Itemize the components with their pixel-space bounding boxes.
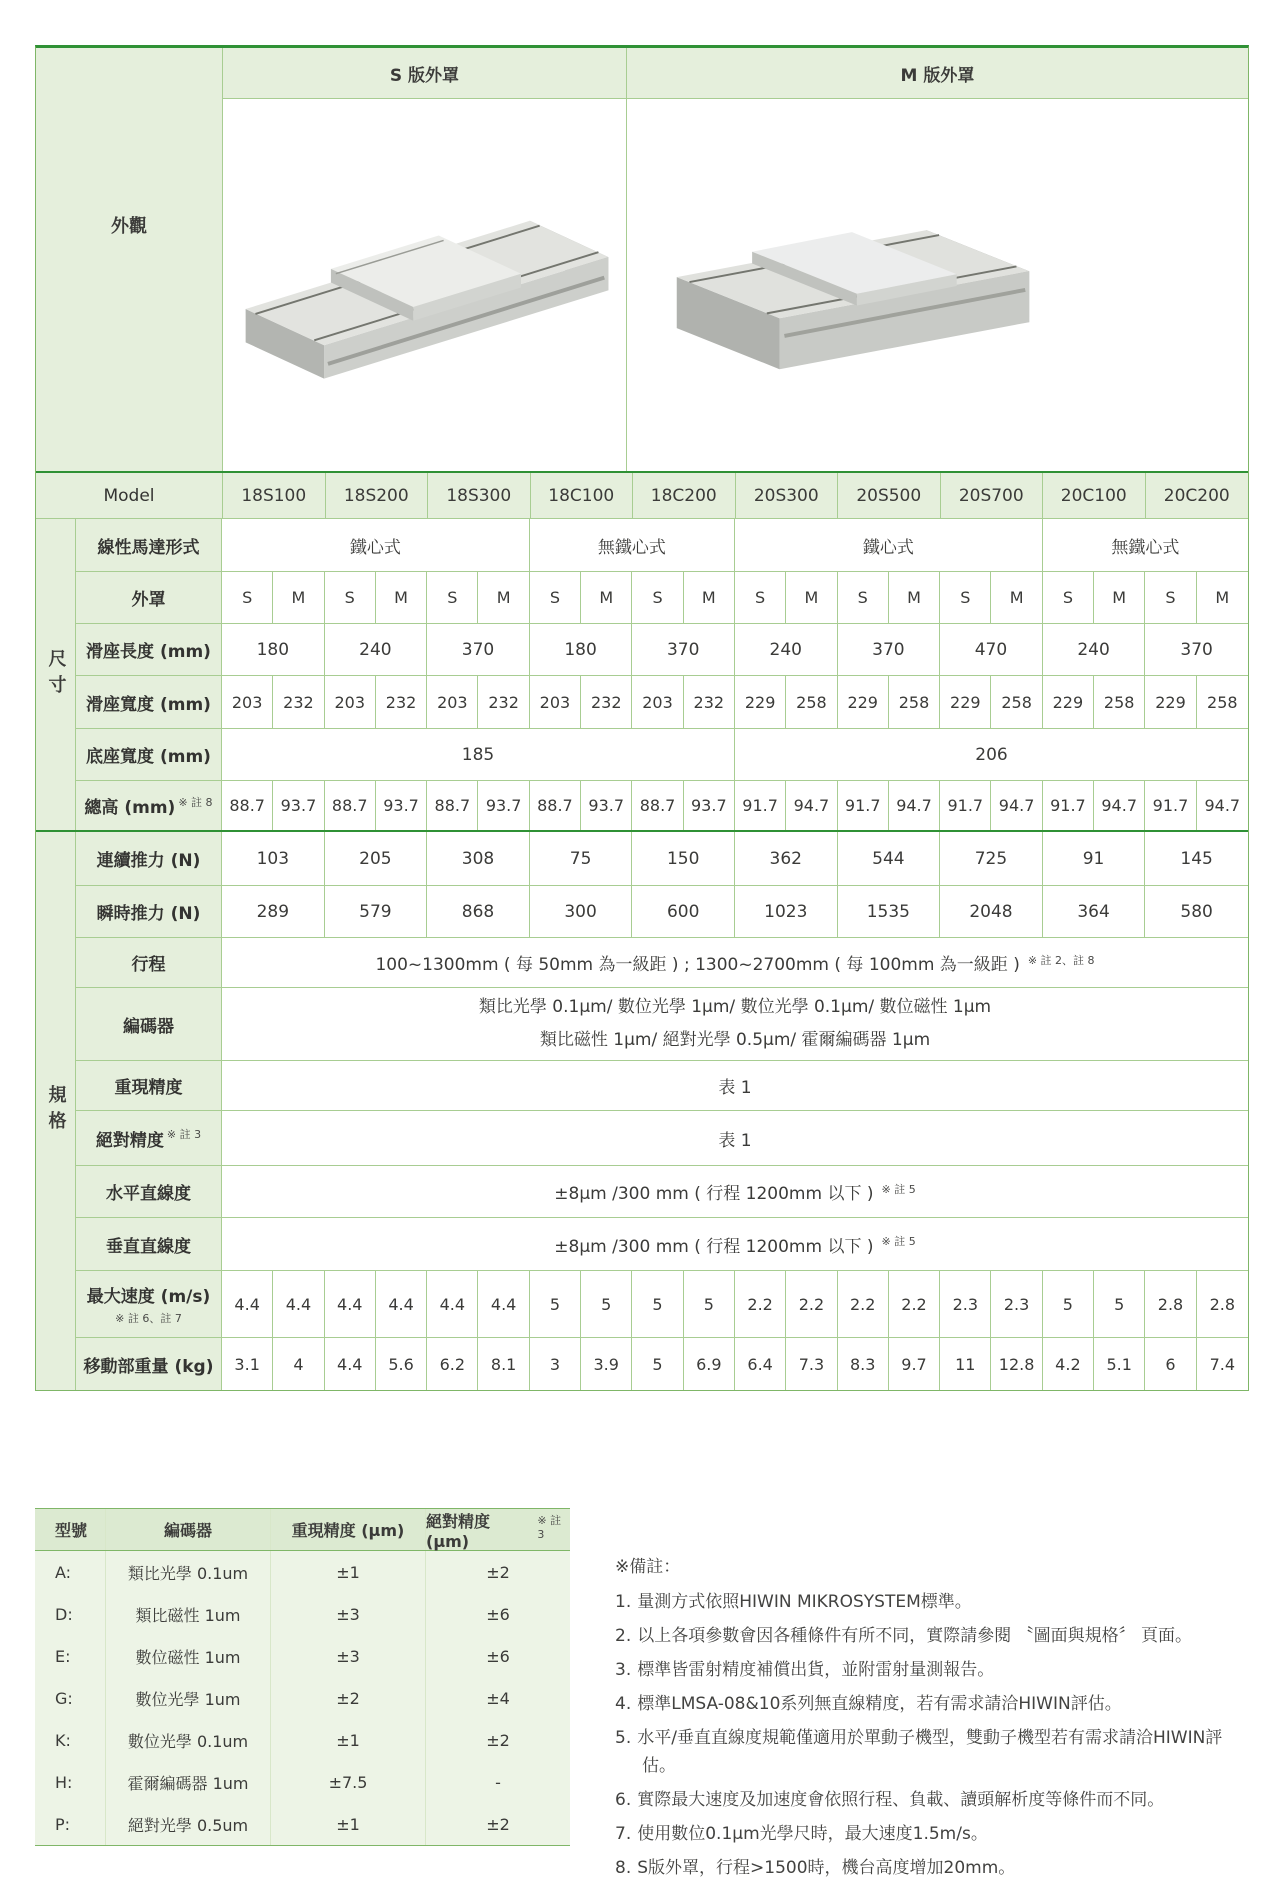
stroke-label: 行程 (76, 938, 222, 987)
slide-width-cell: 258 (1207, 692, 1238, 712)
moving-weight-cell: 3.1 (222, 1338, 273, 1390)
slide-width-cell: 203 (325, 676, 376, 728)
notes-title: ※備註： (615, 1557, 681, 1577)
encoder-code: D: (55, 1604, 73, 1624)
moving-weight-cell: 7.3 (786, 1338, 837, 1390)
encoder-absolute-value: ±2 (425, 1719, 570, 1761)
peak-force-cell: 300 (530, 886, 633, 937)
base-width-values (222, 729, 1248, 780)
absolute-accuracy-label: 絕對精度 ※ 註 3 (76, 1111, 222, 1165)
motor-type-cell: 鐵心式 (735, 519, 1043, 571)
row-continuous-force (76, 832, 1248, 885)
max-speed-label: 最大速度 (m/s) ※ 註 6、註 7 (76, 1271, 222, 1337)
encoder-absolute-value: - (425, 1761, 570, 1803)
total-height-cell: 94.7 (1094, 781, 1145, 830)
max-speed-cell: 5 (1043, 1271, 1094, 1337)
model-cell: 20S500 (838, 473, 941, 518)
slide-length-cell: 370 (632, 624, 735, 675)
max-speed-cell: 5 (684, 1271, 735, 1337)
base-width-label: 底座寬度 (mm) (76, 729, 222, 780)
encoder-table-row (35, 1677, 570, 1719)
cover-cell: S (325, 572, 376, 623)
peak-force-cell: 289 (222, 886, 325, 937)
s-cover-image-cell (223, 99, 627, 471)
specifications-section-label: 規格 (36, 832, 76, 1390)
continuous-force-cell: 308 (427, 832, 530, 885)
encoder-type: 類比磁性 1um (105, 1593, 270, 1635)
slide-width-cell: 229 (838, 676, 889, 728)
moving-weight-cell: 5.1 (1094, 1338, 1145, 1390)
max-speed-cell: 5 (530, 1271, 581, 1337)
total-height-cell: 91.7 (1145, 781, 1196, 830)
slide-length-cell: 470 (940, 624, 1043, 675)
max-speed-cell: 5 (632, 1271, 683, 1337)
moving-weight-cell: 6.4 (735, 1338, 786, 1390)
max-speed-cell: 2.8 (1209, 1294, 1236, 1314)
total-height-cell: 93.7 (376, 781, 427, 830)
continuous-force-cell: 362 (735, 832, 838, 885)
model-cell: 20S300 (736, 473, 839, 518)
note-item: 7. 使用數位0.1μm光學尺時，最大速度1.5m/s。 (615, 1824, 988, 1844)
encoder-code: H: (55, 1772, 73, 1792)
peak-force-cell: 1023 (735, 886, 838, 937)
moving-weight-cell: 6 (1145, 1338, 1196, 1390)
encoder-type: 霍爾編碼器 1um (105, 1761, 270, 1803)
row-moving-weight (76, 1337, 1248, 1390)
cover-cell: S (222, 572, 273, 623)
dimensions-section-label: 尺寸 (36, 519, 76, 830)
encoder-absolute-value: ±2 (425, 1803, 570, 1845)
total-height-cell: 94.7 (991, 781, 1042, 830)
max-speed-cell: 2.2 (889, 1271, 940, 1337)
cover-cell: M (273, 572, 324, 623)
row-cover (76, 571, 1248, 623)
moving-weight-cell: 5 (632, 1338, 683, 1390)
cover-cell: S (1043, 572, 1094, 623)
row-absolute-accuracy (76, 1110, 1248, 1165)
note-item: 2. 以上各項參數會因各種條件有所不同，實際請參閱 〝圖面與規格〞 頁面。 (615, 1626, 1193, 1646)
slide-length-cell: 240 (735, 624, 838, 675)
encoder-table-row (35, 1761, 570, 1803)
encoder-label: 編碼器 (76, 988, 222, 1060)
cover-cell: M (684, 572, 735, 623)
m-cover-product-image (665, 189, 1037, 381)
peak-force-cell: 580 (1180, 901, 1213, 922)
moving-weight-cell: 8.1 (478, 1338, 529, 1390)
continuous-force-cell: 103 (222, 832, 325, 885)
moving-weight-cell: 6.9 (684, 1338, 735, 1390)
cover-cell: M (376, 572, 427, 623)
continuous-force-cell: 205 (325, 832, 428, 885)
m-cover-image-cell (627, 99, 1248, 471)
moving-weight-cell: 7.4 (1209, 1354, 1236, 1374)
model-cell: 18S300 (428, 473, 531, 518)
encoder-table-row (35, 1719, 570, 1761)
cover-cell: M (1094, 572, 1145, 623)
row-repeatability (76, 1060, 1248, 1110)
slide-width-cell: 232 (478, 676, 529, 728)
row-motor-type (76, 519, 1248, 571)
cover-cell: S (632, 572, 683, 623)
model-cell: 18S200 (326, 473, 429, 518)
absolute-accuracy-note: ※ 註 3 (166, 1128, 202, 1141)
slide-width-label: 滑座寬度 (mm) (76, 676, 222, 728)
max-speed-cell: 5 (1094, 1271, 1145, 1337)
motor-type-label: 線性馬達形式 (76, 519, 222, 571)
row-max-speed (76, 1270, 1248, 1337)
encoder-code: E: (55, 1646, 71, 1666)
encoder-table-header-encoder: 編碼器 (105, 1509, 270, 1550)
max-speed-note: ※ 註 6、註 7 (115, 1312, 182, 1325)
encoder-repeatability-value: ±1 (270, 1551, 425, 1593)
slide-length-cell: 180 (222, 624, 325, 675)
peak-force-cell: 868 (427, 886, 530, 937)
total-height-cell: 88.7 (530, 781, 581, 830)
slide-width-cell: 258 (889, 676, 940, 728)
encoder-repeatability-value: ±3 (270, 1635, 425, 1677)
continuous-force-cell: 150 (632, 832, 735, 885)
encoder-type: 數位光學 1um (105, 1677, 270, 1719)
model-cell: 18C100 (531, 473, 634, 518)
slide-length-cell: 240 (1043, 624, 1146, 675)
model-row-label: Model (36, 473, 223, 518)
encoder-code: G: (55, 1688, 73, 1708)
total-height-cell: 88.7 (632, 781, 683, 830)
encoder-code: A: (55, 1562, 72, 1582)
encoder-table-header-model: 型號 (55, 1521, 88, 1540)
notes-list (615, 1588, 1240, 1882)
moving-weight-cell: 9.7 (889, 1338, 940, 1390)
encoder-table-header (35, 1509, 570, 1551)
encoder-absolute-value: ±2 (425, 1551, 570, 1593)
note-item: 4. 標準LMSA-08&10系列無直線精度，若有需求請洽HIWIN評估。 (615, 1694, 1122, 1714)
row-base-width (76, 728, 1248, 780)
total-height-cell: 91.7 (735, 781, 786, 830)
encoder-repeatability-value: ±7.5 (270, 1761, 425, 1803)
slide-width-cell: 232 (581, 676, 632, 728)
note-item: 6. 實際最大速度及加速度會依照行程、負載、讀頭解析度等條件而不同。 (615, 1790, 1165, 1810)
encoder-accuracy-table (35, 1508, 570, 1846)
total-height-note: ※ 註 8 (178, 795, 213, 809)
peak-force-cell: 1535 (838, 886, 941, 937)
cover-cell: M (478, 572, 529, 623)
encoder-table-row (35, 1635, 570, 1677)
total-height-cell: 93.7 (478, 781, 529, 830)
slide-length-cell: 240 (325, 624, 428, 675)
encoder-repeatability-value: ±1 (270, 1719, 425, 1761)
horizontal-straightness-label: 水平直線度 (76, 1166, 222, 1217)
note-item: 5. 水平/垂直直線度規範僅適用於單動子機型，雙動子機型若有需求請洽HIWIN評估。 (615, 1728, 1223, 1776)
motor-type-cell: 無鐵心式 (1111, 537, 1180, 558)
max-speed-cell: 4.4 (325, 1271, 376, 1337)
moving-weight-cell: 4.4 (325, 1338, 376, 1390)
total-height-cell: 88.7 (222, 781, 273, 830)
encoder-repeatability-value: ±3 (270, 1593, 425, 1635)
encoder-table-row (35, 1551, 570, 1593)
slide-width-cell: 229 (1043, 676, 1094, 728)
cover-cell: M (786, 572, 837, 623)
model-cell: 18S100 (223, 473, 326, 518)
product-image-row (223, 98, 1248, 471)
slide-width-cell: 203 (427, 676, 478, 728)
cover-cell: S (735, 572, 786, 623)
row-total-height (76, 780, 1248, 830)
max-speed-cell: 2.2 (735, 1271, 786, 1337)
cover-label: 外罩 (76, 572, 222, 623)
row-stroke (76, 937, 1248, 987)
moving-weight-cell: 4 (273, 1338, 324, 1390)
slide-length-cell: 180 (530, 624, 633, 675)
encoder-type: 數位光學 0.1um (105, 1719, 270, 1761)
slide-length-cell: 370 (1180, 639, 1213, 660)
moving-weight-label: 移動部重量 (kg) (76, 1338, 222, 1390)
motor-type-cell: 無鐵心式 (530, 519, 735, 571)
row-horizontal-straightness (76, 1165, 1248, 1217)
encoder-table-row (35, 1593, 570, 1635)
max-speed-cell: 4.4 (273, 1271, 324, 1337)
total-height-cell: 93.7 (581, 781, 632, 830)
m-cover-header: M 版外罩 (900, 65, 975, 86)
base-width-cell: 206 (975, 744, 1008, 765)
note-item: 1. 量測方式依照HIWIN MIKROSYSTEM標準。 (615, 1592, 972, 1612)
slide-width-cell: 229 (1145, 676, 1196, 728)
slide-width-cell: 258 (786, 676, 837, 728)
model-cell: 20C100 (1043, 473, 1146, 518)
max-speed-cell: 2.3 (991, 1271, 1042, 1337)
total-height-cell: 93.7 (684, 781, 735, 830)
encoder-table-row (35, 1803, 570, 1845)
max-speed-cell: 2.2 (838, 1271, 889, 1337)
base-width-cell: 185 (222, 729, 735, 780)
model-row (36, 471, 1248, 518)
encoder-code: P: (55, 1814, 71, 1834)
peak-force-cell: 364 (1043, 886, 1146, 937)
slide-length-cell: 370 (838, 624, 941, 675)
slide-width-cell: 229 (735, 676, 786, 728)
repeatability-value: 表 1 (718, 1078, 752, 1098)
row-slide-width (76, 675, 1248, 728)
moving-weight-cell: 3.9 (581, 1338, 632, 1390)
continuous-force-cell: 75 (530, 832, 633, 885)
row-vertical-straightness (76, 1217, 1248, 1270)
encoder-code: K: (55, 1730, 71, 1750)
encoder-type: 類比光學 0.1um (105, 1551, 270, 1593)
motor-type-values (222, 519, 1248, 571)
max-speed-cell: 4.4 (427, 1271, 478, 1337)
moving-weight-cell: 3 (530, 1338, 581, 1390)
s-cover-product-image (228, 159, 620, 411)
notes-section (615, 1552, 1240, 1888)
encoder-absolute-value: ±6 (425, 1593, 570, 1635)
continuous-force-cell: 725 (940, 832, 1043, 885)
slide-width-cell: 232 (684, 676, 735, 728)
encoder-absolute-value: ±6 (425, 1635, 570, 1677)
s-cover-header: S 版外罩 (223, 48, 627, 98)
encoder-table-header-absolute: 絕對精度 (μm) ※ 註 3 (425, 1509, 570, 1550)
total-height-cell: 94.7 (786, 781, 837, 830)
peak-force-label: 瞬時推力 (N) (76, 886, 222, 937)
row-peak-force (76, 885, 1248, 937)
total-height-cell: 91.7 (1043, 781, 1094, 830)
moving-weight-cell: 5.6 (376, 1338, 427, 1390)
max-speed-cell: 5 (581, 1271, 632, 1337)
max-speed-cell: 4.4 (478, 1271, 529, 1337)
max-speed-cell: 2.8 (1145, 1271, 1196, 1337)
moving-weight-cell: 11 (940, 1338, 991, 1390)
encoder-repeatability-value: ±2 (270, 1677, 425, 1719)
note-item: 3. 標準皆雷射精度補償出貨，並附雷射量測報告。 (615, 1660, 995, 1680)
cover-cell: M (1215, 588, 1230, 607)
cover-cell: M (889, 572, 940, 623)
cover-cell: S (530, 572, 581, 623)
appearance-label: 外觀 (36, 48, 223, 471)
total-height-cell: 91.7 (940, 781, 991, 830)
max-speed-cell: 4.4 (376, 1271, 427, 1337)
total-height-label: 總高 (mm) ※ 註 8 (76, 781, 222, 830)
moving-weight-cell: 8.3 (838, 1338, 889, 1390)
continuous-force-label: 連續推力 (N) (76, 832, 222, 885)
cover-cell: S (940, 572, 991, 623)
cover-cell: M (581, 572, 632, 623)
absolute-accuracy-value: 表 1 (718, 1130, 752, 1151)
repeatability-label: 重現精度 (76, 1061, 222, 1110)
encoder-repeatability-value: ±1 (270, 1803, 425, 1845)
stroke-note: ※ 註 2、註 8 (1027, 953, 1095, 967)
encoder-type: 數位磁性 1um (105, 1635, 270, 1677)
appearance-block (36, 48, 1248, 471)
vertical-straightness-label: 垂直直線度 (76, 1218, 222, 1270)
encoder-absolute-value: ±4 (425, 1677, 570, 1719)
total-height-cell: 94.7 (889, 781, 940, 830)
slide-width-cell: 203 (222, 676, 273, 728)
slide-width-cell: 203 (530, 676, 581, 728)
cover-cell: M (991, 572, 1042, 623)
slide-length-label: 滑座長度 (mm) (76, 624, 222, 675)
total-height-cell: 93.7 (273, 781, 324, 830)
note-item: 8. S版外罩，行程>1500時，機台高度增加20mm。 (615, 1858, 1016, 1878)
motor-type-cell: 鐵心式 (222, 519, 530, 571)
total-height-cell: 91.7 (838, 781, 889, 830)
slide-width-cell: 232 (273, 676, 324, 728)
horizontal-straightness-value: ±8μm /300 mm ( 行程 1200mm 以下 ) ※ 註 5 (554, 1182, 916, 1204)
specifications-section (36, 830, 1248, 1390)
continuous-force-cell: 544 (838, 832, 941, 885)
slide-width-cell: 203 (632, 676, 683, 728)
row-slide-length (76, 623, 1248, 675)
cover-cell: S (427, 572, 478, 623)
max-speed-cell: 2.2 (786, 1271, 837, 1337)
total-height-cell: 88.7 (427, 781, 478, 830)
encoder-type: 絕對光學 0.5um (105, 1803, 270, 1845)
row-encoder (76, 987, 1248, 1060)
encoder-table-header-repeatability: 重現精度 (μm) (270, 1509, 425, 1550)
vertical-straightness-value: ±8μm /300 mm ( 行程 1200mm 以下 ) ※ 註 5 (554, 1235, 916, 1257)
total-height-cell: 88.7 (325, 781, 376, 830)
slide-width-cell: 229 (940, 676, 991, 728)
moving-weight-cell: 4.2 (1043, 1338, 1094, 1390)
total-height-cell: 94.7 (1204, 796, 1241, 815)
stroke-value: 100~1300mm ( 每 50mm 為一級距 ) ; 1300~2700mm ( 每 100mm 為一級距 ) ※ 註 2、註 8 (375, 953, 1095, 975)
model-cell: 20C200 (1163, 485, 1230, 506)
continuous-force-cell: 145 (1180, 848, 1213, 869)
slide-width-cell: 258 (991, 676, 1042, 728)
slide-length-cell: 370 (427, 624, 530, 675)
slide-width-cell: 258 (1094, 676, 1145, 728)
moving-weight-cell: 12.8 (991, 1338, 1042, 1390)
model-cell: 20S700 (941, 473, 1044, 518)
dimensions-section (36, 518, 1248, 830)
cover-cell: S (1145, 572, 1196, 623)
cover-header-row (223, 48, 1248, 98)
peak-force-cell: 579 (325, 886, 428, 937)
max-speed-cell: 2.3 (940, 1271, 991, 1337)
continuous-force-cell: 91 (1043, 832, 1146, 885)
max-speed-cell: 4.4 (222, 1271, 273, 1337)
peak-force-cell: 600 (632, 886, 735, 937)
peak-force-cell: 2048 (940, 886, 1043, 937)
cover-cell: S (838, 572, 889, 623)
moving-weight-cell: 6.2 (427, 1338, 478, 1390)
slide-width-cell: 232 (376, 676, 427, 728)
spec-table (35, 45, 1249, 1391)
model-cell: 18C200 (633, 473, 736, 518)
encoder-value: 類比光學 0.1μm/ 數位光學 1μm/ 數位光學 0.1μm/ 數位磁性 1μm 類比磁性 1μm/ 絕對光學 0.5μm/ 霍爾編碼器 1μm (478, 997, 992, 1050)
